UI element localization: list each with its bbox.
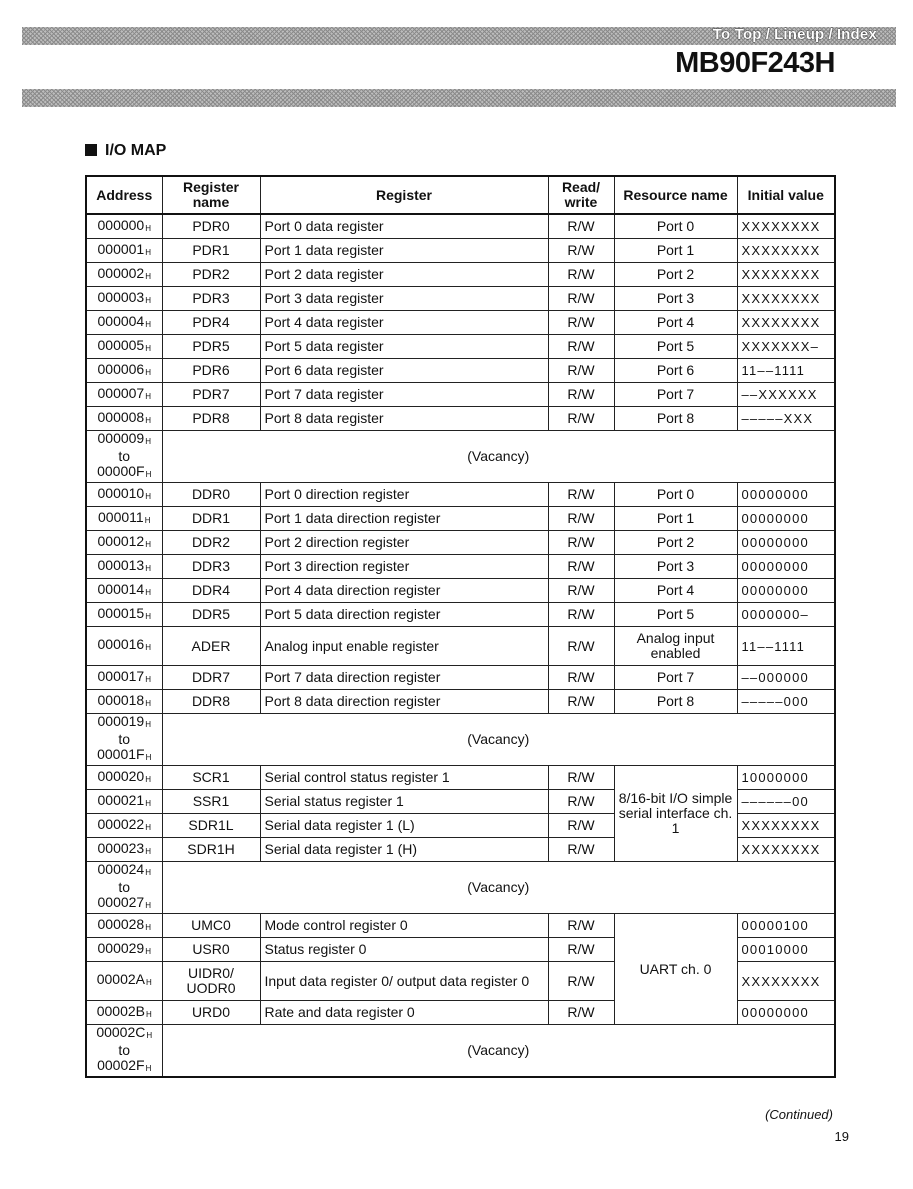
initial-value-cell: XXXXXXXX [737, 263, 835, 287]
read-write-cell: R/W [548, 359, 614, 383]
product-title: MB90F243H [675, 47, 835, 79]
hex-suffix: H [146, 1009, 152, 1019]
hex-suffix: H [145, 247, 151, 257]
nav-link-top[interactable]: To Top [712, 26, 762, 43]
address-range-cell [86, 862, 162, 914]
nav-links [713, 26, 877, 43]
read-write-cell: R/W [548, 311, 614, 335]
table-row [86, 507, 835, 531]
register-name-cell: PDR8 [162, 407, 260, 431]
hex-suffix: H [145, 391, 151, 401]
vacancy-row [86, 714, 835, 766]
register-cell: Analog input enable register [260, 627, 548, 666]
address-value: 000003 [97, 288, 145, 305]
table-row [86, 666, 835, 690]
read-write-cell: R/W [548, 507, 614, 531]
initial-value-cell: 00000100 [737, 914, 835, 938]
initial-value-cell: XXXXXXXX [737, 214, 835, 239]
address-range-to: to [118, 1042, 131, 1058]
address-cell [86, 1001, 162, 1025]
register-cell: Port 2 direction register [260, 531, 548, 555]
resource-name-cell: Port 5 [614, 603, 737, 627]
resource-name-cell: Analog input enabled [614, 627, 737, 666]
address-cell [86, 579, 162, 603]
vacancy-row [86, 1025, 835, 1078]
resource-name-cell: Port 2 [614, 531, 737, 555]
table-row [86, 690, 835, 714]
register-cell: Port 4 data direction register [260, 579, 548, 603]
address-value: 000018 [97, 691, 145, 708]
read-write-cell: R/W [548, 383, 614, 407]
address-cell [86, 311, 162, 335]
table-row [86, 239, 835, 263]
hex-suffix: H [145, 343, 151, 353]
register-name-cell: PDR6 [162, 359, 260, 383]
register-cell: Port 1 data direction register [260, 507, 548, 531]
read-write-cell: R/W [548, 335, 614, 359]
register-name-cell: SDR1H [162, 838, 260, 862]
nav-link-lineup[interactable]: Lineup [774, 26, 825, 43]
address-range-to: to [118, 731, 131, 747]
register-name-cell: DDR2 [162, 531, 260, 555]
col-header-register-name: Register name [162, 176, 260, 214]
register-name-cell: DDR5 [162, 603, 260, 627]
hex-suffix: H [145, 946, 151, 956]
hex-suffix: H [145, 611, 151, 621]
address-cell [86, 214, 162, 239]
address-cell [86, 790, 162, 814]
hex-suffix: H [145, 922, 151, 932]
address-value: 000010 [97, 484, 145, 501]
read-write-cell: R/W [548, 766, 614, 790]
register-cell: Port 3 direction register [260, 555, 548, 579]
read-write-cell: R/W [548, 287, 614, 311]
hex-suffix: H [145, 491, 151, 501]
address-range-start [91, 431, 158, 449]
address-value: 000016 [97, 636, 145, 652]
address-cell [86, 407, 162, 431]
register-cell: Rate and data register 0 [260, 1001, 548, 1025]
hex-suffix: H [145, 774, 151, 784]
register-cell: Port 8 data register [260, 407, 548, 431]
address-cell [86, 814, 162, 838]
table-row [86, 214, 835, 239]
resource-name-cell: Port 0 [614, 483, 737, 507]
read-write-cell: R/W [548, 814, 614, 838]
table-body [86, 214, 835, 1077]
table-header-row [86, 176, 835, 214]
read-write-cell: R/W [548, 790, 614, 814]
table-row [86, 407, 835, 431]
register-cell: Port 2 data register [260, 263, 548, 287]
initial-value-cell: XXXXXXXX [737, 838, 835, 862]
address-cell [86, 335, 162, 359]
register-cell: Port 0 direction register [260, 483, 548, 507]
initial-value-cell: 00000000 [737, 507, 835, 531]
address-cell [86, 838, 162, 862]
initial-value-cell: XXXXXXXX [737, 962, 835, 1001]
register-name-cell: USR0 [162, 938, 260, 962]
address-cell [86, 603, 162, 627]
page-number: 19 [834, 1129, 849, 1144]
register-name-cell: DDR3 [162, 555, 260, 579]
square-bullet-icon [85, 144, 97, 156]
vacancy-label: (Vacancy) [162, 862, 835, 914]
initial-value-cell: ––000000 [737, 666, 835, 690]
register-name-cell: DDR0 [162, 483, 260, 507]
read-write-cell: R/W [548, 938, 614, 962]
initial-value-cell: 0000000– [737, 603, 835, 627]
address-value: 000029 [97, 939, 145, 956]
resource-name-merged-serial: 8/16-bit I/O simple serial interface ch. 1 [614, 766, 737, 862]
col-header-initial-value: Initial value [737, 176, 835, 214]
table-row [86, 287, 835, 311]
address-value: 00000F [97, 463, 145, 479]
address-cell [86, 666, 162, 690]
hex-suffix: H [145, 846, 151, 856]
resource-name-cell: Port 8 [614, 407, 737, 431]
table-row [86, 555, 835, 579]
address-range-end [91, 747, 158, 765]
vacancy-label: (Vacancy) [162, 431, 835, 483]
address-range-to: to [118, 879, 131, 895]
address-cell [86, 383, 162, 407]
register-cell: Port 1 data register [260, 239, 548, 263]
read-write-cell: R/W [548, 666, 614, 690]
register-name-cell: UIDR0/ UODR0 [162, 962, 260, 1001]
initial-value-cell: ––XXXXXX [737, 383, 835, 407]
register-cell: Status register 0 [260, 938, 548, 962]
address-cell [86, 531, 162, 555]
initial-value-cell: 00000000 [737, 1001, 835, 1025]
hex-suffix: H [145, 587, 151, 597]
address-range-to: to [118, 448, 131, 464]
register-name-cell: UMC0 [162, 914, 260, 938]
register-name-cell: PDR2 [162, 263, 260, 287]
hex-suffix: H [145, 367, 151, 377]
address-value: 000009 [97, 430, 145, 446]
register-cell: Port 0 data register [260, 214, 548, 239]
hex-suffix: H [145, 868, 151, 877]
table-row [86, 335, 835, 359]
hex-suffix: H [145, 295, 151, 305]
initial-value-cell: 00000000 [737, 531, 835, 555]
address-cell [86, 627, 162, 666]
register-name-cell: PDR3 [162, 287, 260, 311]
register-cell: Port 3 data register [260, 287, 548, 311]
col-header-read-write: Read/ write [548, 176, 614, 214]
vacancy-row [86, 862, 835, 914]
hex-suffix: H [145, 643, 151, 652]
read-write-cell: R/W [548, 627, 614, 666]
address-value: 000020 [97, 767, 145, 784]
initial-value-cell: XXXXXXXX [737, 814, 835, 838]
table-row [86, 603, 835, 627]
initial-value-cell: 10000000 [737, 766, 835, 790]
address-value: 000019 [97, 713, 145, 729]
io-map-table [85, 175, 836, 1078]
register-name-cell: DDR1 [162, 507, 260, 531]
read-write-cell: R/W [548, 214, 614, 239]
register-cell: Serial data register 1 (L) [260, 814, 548, 838]
resource-name-cell: Port 0 [614, 214, 737, 239]
table-row [86, 263, 835, 287]
address-value: 000012 [97, 532, 145, 549]
address-cell [86, 287, 162, 311]
read-write-cell: R/W [548, 483, 614, 507]
read-write-cell: R/W [548, 407, 614, 431]
register-name-cell: SSR1 [162, 790, 260, 814]
table-row [86, 627, 835, 666]
address-cell [86, 507, 162, 531]
table-row [86, 766, 835, 790]
address-value: 000021 [97, 791, 145, 808]
address-range-cell [86, 714, 162, 766]
register-name-cell: PDR7 [162, 383, 260, 407]
initial-value-cell: 00000000 [737, 579, 835, 603]
address-cell [86, 938, 162, 962]
address-cell [86, 239, 162, 263]
register-cell: Serial data register 1 (H) [260, 838, 548, 862]
col-header-address: Address [86, 176, 162, 214]
hex-suffix: H [145, 470, 152, 479]
address-range-start [91, 714, 158, 732]
address-range-end [91, 895, 158, 913]
initial-value-cell: –––––000 [737, 690, 835, 714]
address-cell [86, 914, 162, 938]
address-cell [86, 766, 162, 790]
hex-suffix: H [145, 1064, 152, 1073]
resource-name-merged-uart: UART ch. 0 [614, 914, 737, 1025]
table-row [86, 483, 835, 507]
address-value: 000001 [97, 240, 145, 257]
register-cell: Port 6 data register [260, 359, 548, 383]
nav-separator: / [828, 26, 833, 43]
address-range-start [91, 1025, 158, 1043]
initial-value-cell: ––––––00 [737, 790, 835, 814]
address-range-cell [86, 431, 162, 483]
register-name-cell: ADER [162, 627, 260, 666]
read-write-cell: R/W [548, 914, 614, 938]
hex-suffix: H [145, 720, 151, 729]
table-row [86, 383, 835, 407]
hex-suffix: H [146, 978, 152, 987]
hex-suffix: H [145, 753, 152, 762]
address-value: 00002C [96, 1024, 146, 1040]
register-name-cell: URD0 [162, 1001, 260, 1025]
address-cell [86, 263, 162, 287]
address-cell [86, 962, 162, 1001]
register-name-cell: PDR0 [162, 214, 260, 239]
register-cell: Serial status register 1 [260, 790, 548, 814]
address-value: 000007 [97, 384, 145, 401]
read-write-cell: R/W [548, 1001, 614, 1025]
address-range-start [91, 862, 158, 880]
resource-name-cell: Port 8 [614, 690, 737, 714]
hex-suffix: H [146, 1031, 153, 1040]
resource-name-cell: Port 1 [614, 239, 737, 263]
address-value: 00001F [97, 746, 145, 762]
nav-separator: / [765, 26, 771, 43]
register-cell: Port 5 data direction register [260, 603, 548, 627]
address-value: 000023 [97, 839, 145, 856]
resource-name-cell: Port 7 [614, 383, 737, 407]
resource-name-cell: Port 6 [614, 359, 737, 383]
table-row [86, 531, 835, 555]
address-value: 000017 [97, 667, 145, 684]
initial-value-cell: 11––1111 [737, 627, 835, 666]
read-write-cell: R/W [548, 263, 614, 287]
register-cell: Input data register 0/ output data register 0 [260, 962, 548, 1001]
address-range-end [91, 1058, 158, 1076]
initial-value-cell: 00000000 [737, 483, 835, 507]
initial-value-cell: 00010000 [737, 938, 835, 962]
address-value: 000015 [97, 604, 145, 621]
hex-suffix: H [145, 698, 151, 708]
hex-suffix: H [145, 563, 151, 573]
read-write-cell: R/W [548, 555, 614, 579]
section-title: I/O MAP [105, 142, 167, 159]
hex-suffix: H [145, 822, 151, 832]
register-cell: Port 7 data direction register [260, 666, 548, 690]
register-name-cell: SCR1 [162, 766, 260, 790]
resource-name-cell: Port 5 [614, 335, 737, 359]
initial-value-cell: XXXXXXXX [737, 287, 835, 311]
address-value: 000028 [97, 915, 145, 932]
hex-suffix: H [145, 539, 151, 549]
address-cell [86, 555, 162, 579]
resource-name-cell: Port 3 [614, 555, 737, 579]
hex-suffix: H [145, 798, 151, 808]
resource-name-cell: Port 4 [614, 311, 737, 335]
resource-name-cell: Port 2 [614, 263, 737, 287]
register-name-cell: PDR5 [162, 335, 260, 359]
header-band-bottom [22, 89, 896, 107]
hex-suffix: H [145, 901, 151, 910]
col-header-resource-name: Resource name [614, 176, 737, 214]
read-write-cell: R/W [548, 838, 614, 862]
nav-link-index[interactable]: Index [836, 26, 877, 43]
vacancy-label: (Vacancy) [162, 714, 835, 766]
address-value: 000000 [97, 216, 145, 233]
address-value: 000004 [97, 312, 145, 329]
address-value: 000006 [97, 360, 145, 377]
address-value: 000013 [97, 556, 145, 573]
address-value: 000014 [97, 580, 145, 597]
address-value: 000005 [97, 336, 145, 353]
table-row [86, 914, 835, 938]
register-name-cell: PDR4 [162, 311, 260, 335]
col-header-register: Register [260, 176, 548, 214]
address-value: 000024 [97, 861, 145, 877]
hex-suffix: H [144, 515, 151, 525]
read-write-cell: R/W [548, 603, 614, 627]
hex-suffix: H [145, 415, 151, 425]
hex-suffix: H [145, 437, 151, 446]
address-value: 00002F [97, 1057, 145, 1073]
vacancy-row [86, 431, 835, 483]
read-write-cell: R/W [548, 531, 614, 555]
address-value: 000002 [97, 264, 145, 281]
register-name-cell: DDR7 [162, 666, 260, 690]
initial-value-cell: XXXXXXXX [737, 239, 835, 263]
hex-suffix: H [145, 271, 151, 281]
read-write-cell: R/W [548, 690, 614, 714]
register-cell: Port 5 data register [260, 335, 548, 359]
register-cell: Mode control register 0 [260, 914, 548, 938]
address-value: 000011 [98, 508, 144, 525]
initial-value-cell: 11––1111 [737, 359, 835, 383]
address-value: 000022 [97, 815, 145, 832]
read-write-cell: R/W [548, 579, 614, 603]
register-name-cell: PDR1 [162, 239, 260, 263]
address-value: 000027 [97, 894, 145, 910]
initial-value-cell: XXXXXXXX [737, 311, 835, 335]
initial-value-cell: –––––XXX [737, 407, 835, 431]
address-value: 00002B [96, 1002, 145, 1019]
table-row [86, 311, 835, 335]
resource-name-cell: Port 3 [614, 287, 737, 311]
address-range-end [91, 464, 158, 482]
address-value: 00002A [96, 971, 145, 987]
hex-suffix: H [145, 223, 151, 233]
hex-suffix: H [145, 319, 151, 329]
address-cell [86, 690, 162, 714]
continued-note: (Continued) [765, 1107, 833, 1122]
initial-value-cell: XXXXXXX– [737, 335, 835, 359]
initial-value-cell: 00000000 [737, 555, 835, 579]
register-cell: Port 7 data register [260, 383, 548, 407]
hex-suffix: H [145, 674, 151, 684]
register-cell: Port 8 data direction register [260, 690, 548, 714]
register-name-cell: DDR4 [162, 579, 260, 603]
read-write-cell: R/W [548, 962, 614, 1001]
resource-name-cell: Port 4 [614, 579, 737, 603]
address-range-cell [86, 1025, 162, 1078]
table-row [86, 359, 835, 383]
table-row [86, 579, 835, 603]
vacancy-label: (Vacancy) [162, 1025, 835, 1078]
address-cell [86, 359, 162, 383]
section-heading [85, 142, 166, 160]
address-value: 000008 [97, 408, 145, 425]
register-name-cell: SDR1L [162, 814, 260, 838]
read-write-cell: R/W [548, 239, 614, 263]
register-name-cell: DDR8 [162, 690, 260, 714]
register-cell: Port 4 data register [260, 311, 548, 335]
address-cell [86, 483, 162, 507]
resource-name-cell: Port 7 [614, 666, 737, 690]
resource-name-cell: Port 1 [614, 507, 737, 531]
register-cell: Serial control status register 1 [260, 766, 548, 790]
